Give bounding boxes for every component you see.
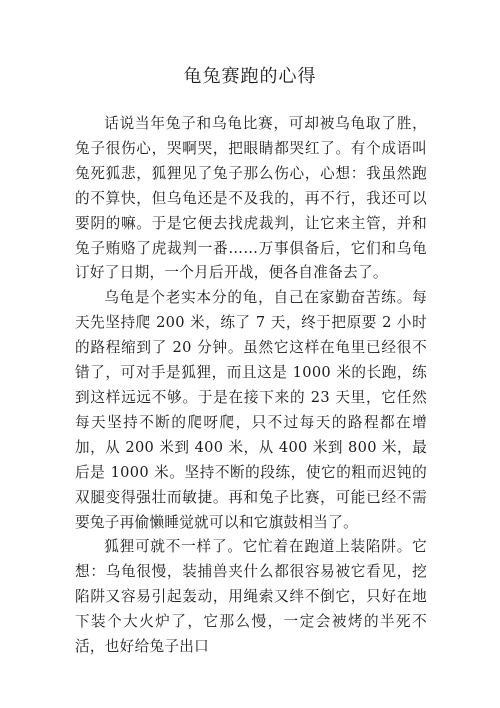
paragraph-1: 话说当年兔子和乌龟比赛，可却被乌龟取了胜，兔子很伤心，哭啊哭，把眼睛都哭红了。有个成语叫兔死狐悲，狐狸见了兔子那么伤心，心想：我虽然跑的不算快，但乌龟还是不及我的，再不行，我还可以要阴的嘛。于是它便去找虎裁判，让它来主管，并和兔子贿赂了虎裁判一番……万事俱备后，它们和乌龟订好了日期，一个月后开战，便各自准备去了。 (75, 115, 427, 282)
page-title: 龟兔赛跑的心得 (183, 66, 317, 87)
article-body (75, 112, 427, 660)
paragraph-3: 狐狸可就不一样了。它忙着在跑道上装陷阱。它想：乌龟很慢，装捕兽夹什么都很容易被它看见，挖陷阱又容易引起轰动，用绳索又绊不倒它，只好在地下装个大火炉了，它那么慢，一定会被烤的半死不活，也好给兔子出口 (75, 538, 427, 656)
paragraph-2: 乌龟是个老实本分的龟，自己在家勤奋苦练。每天先坚持爬 200 米，练了 7 天，终于把原要 2 小时的路程缩到了 20 分钟。虽然它这样在龟里已经很不错了，可对手是狐狸，而且这是 1000 米的长跑，练到这样远远不够。于是在接下来的 23 天里，它任然每天坚持不断的爬呀爬，只不过每天的路程都在增加，从 200 米到 400 米，从 400 米到 800 米，最后是 1000 米。坚持不断的段练，使它的粗而迟钝的双腿变得强壮而敏捷。再和兔子比赛，可能已经不需要兔子再偷懒睡觉就可以和它旗鼓相当了。 (75, 289, 427, 531)
